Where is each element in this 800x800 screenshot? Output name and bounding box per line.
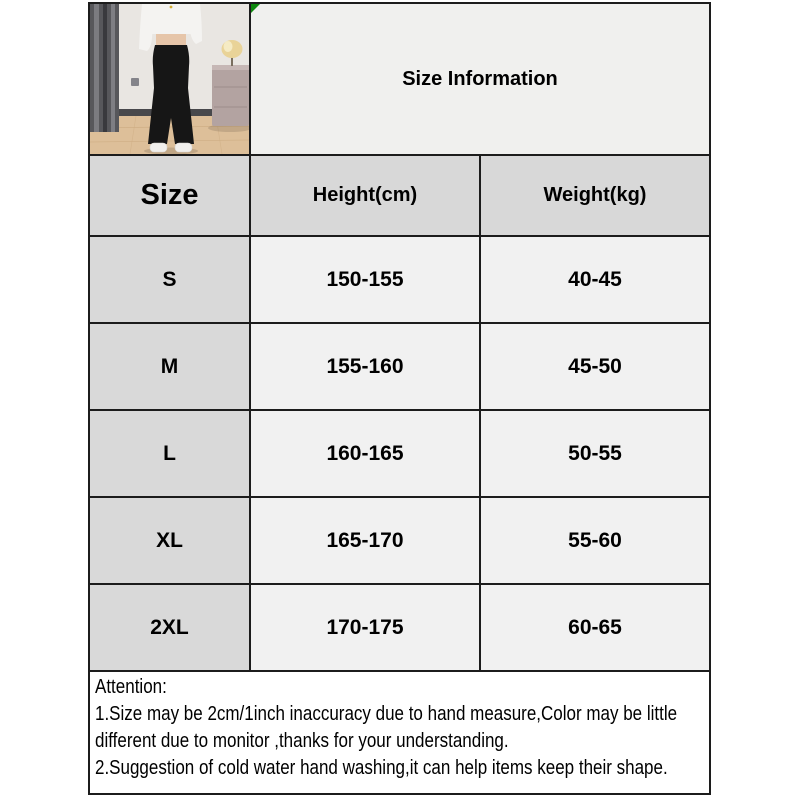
attention-line-3: 2.Suggestion of cold water hand washing,it can help items keep their shape.	[95, 757, 668, 779]
row-label-l: L	[90, 411, 249, 496]
row-label-2xl: 2XL	[90, 585, 249, 670]
attention-heading: Attention:	[95, 676, 167, 698]
cell-corner-marker	[251, 4, 260, 13]
height-value-xl: 165-170	[251, 498, 479, 583]
column-header-weight: Weight(kg)	[481, 156, 709, 235]
page-title: Size Information	[402, 67, 558, 90]
height-value-m: 155-160	[251, 324, 479, 409]
weight-value-s: 40-45	[481, 237, 709, 322]
row-label-s: S	[90, 237, 249, 322]
size-information-title-cell	[251, 4, 709, 154]
attention-note	[90, 672, 709, 793]
product-photo	[90, 4, 249, 154]
size-chart-sheet	[88, 2, 711, 795]
weight-value-l: 50-55	[481, 411, 709, 496]
row-label-xl: XL	[90, 498, 249, 583]
weight-value-xl: 55-60	[481, 498, 709, 583]
row-label-m: M	[90, 324, 249, 409]
height-value-2xl: 170-175	[251, 585, 479, 670]
column-header-height: Height(cm)	[251, 156, 479, 235]
photo-midriff	[156, 32, 186, 47]
photo-light-switch	[131, 78, 139, 86]
height-value-l: 160-165	[251, 411, 479, 496]
height-value-s: 150-155	[251, 237, 479, 322]
column-header-size: Size	[90, 156, 249, 235]
photo-shoe-right	[175, 143, 192, 152]
weight-value-m: 45-50	[481, 324, 709, 409]
photo-shoe-left	[150, 143, 167, 152]
photo-curtain	[90, 4, 119, 132]
attention-line-2: different due to monitor ,thanks for your understanding.	[95, 730, 509, 752]
photo-necklace	[170, 6, 173, 9]
photo-nightstand	[208, 65, 249, 132]
attention-line-1: 1.Size may be 2cm/1inch inaccuracy due to hand measure,Color may be little	[95, 703, 678, 725]
product-photo-illustration	[90, 4, 249, 154]
weight-value-2xl: 60-65	[481, 585, 709, 670]
